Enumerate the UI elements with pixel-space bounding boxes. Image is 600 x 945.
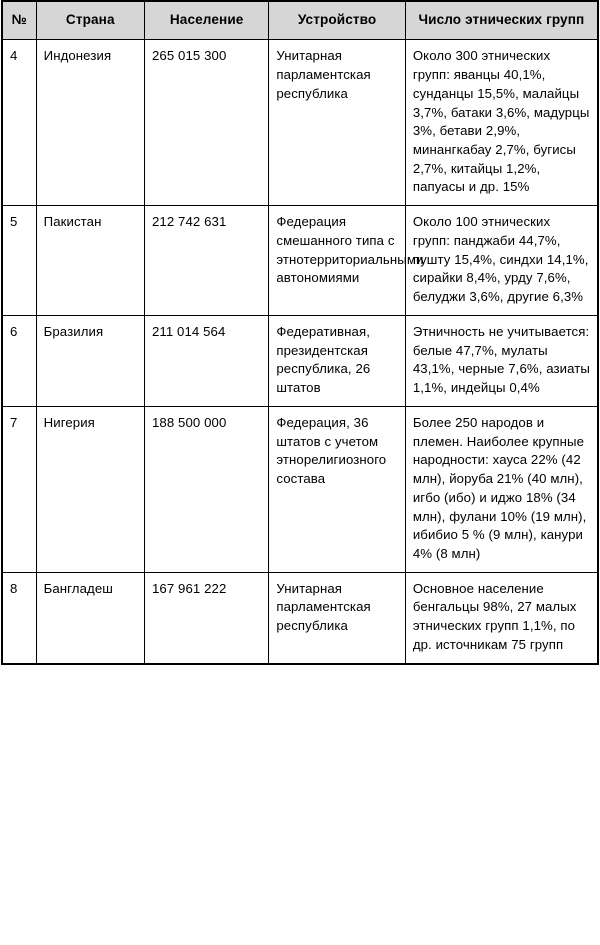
cell-ethnic-groups: Около 300 этнических групп: яванцы 40,1%, сунданцы 15,5%, малайцы 3,7%, батаки 3,6%, мадурцы 3%, бетави 2,9%, минангкабау 2,7%, бугисы 2,7%, китайцы 1,2%, папуасы и др. 15% bbox=[405, 40, 598, 206]
cell-number: 5 bbox=[2, 206, 36, 316]
column-header-country: Страна bbox=[36, 1, 144, 40]
column-header-number: № bbox=[2, 1, 36, 40]
cell-population: 167 961 222 bbox=[144, 572, 268, 663]
column-header-device: Устройство bbox=[269, 1, 405, 40]
table-row bbox=[2, 572, 598, 663]
cell-device: Унитарная парламентская республика bbox=[269, 40, 405, 206]
cell-number: 8 bbox=[2, 572, 36, 663]
table-row bbox=[2, 406, 598, 572]
cell-number: 4 bbox=[2, 40, 36, 206]
table-row bbox=[2, 40, 598, 206]
cell-population: 265 015 300 bbox=[144, 40, 268, 206]
table-row bbox=[2, 315, 598, 406]
cell-country: Пакистан bbox=[36, 206, 144, 316]
table-header-row bbox=[2, 1, 598, 40]
cell-country: Индонезия bbox=[36, 40, 144, 206]
cell-ethnic-groups: Этничность не учитывается: белые 47,7%, мулаты 43,1%, черные 7,6%, азиаты 1,1%, индейцы 0,4% bbox=[405, 315, 598, 406]
table-header bbox=[2, 1, 598, 40]
population-ethnic-groups-table bbox=[1, 0, 599, 665]
column-header-population: Население bbox=[144, 1, 268, 40]
cell-device: Федеративная, президентская республика, 26 штатов bbox=[269, 315, 405, 406]
cell-device: Федерация смешанного типа с этнотерриториальными автономиями bbox=[269, 206, 405, 316]
cell-device: Унитарная парламентская республика bbox=[269, 572, 405, 663]
cell-device: Федерация, 36 штатов с учетом этнорелигиозного состава bbox=[269, 406, 405, 572]
cell-country: Бразилия bbox=[36, 315, 144, 406]
table-body bbox=[2, 40, 598, 664]
cell-ethnic-groups: Основное население бенгальцы 98%, 27 малых этнических групп 1,1%, по др. источникам 75 групп bbox=[405, 572, 598, 663]
cell-country: Нигерия bbox=[36, 406, 144, 572]
table-row bbox=[2, 206, 598, 316]
cell-population: 188 500 000 bbox=[144, 406, 268, 572]
cell-ethnic-groups: Около 100 этнических групп: панджаби 44,7%, пушту 15,4%, синдхи 14,1%, сирайки 8,4%, урду 7,6%, белуджи 3,6%, другие 6,3% bbox=[405, 206, 598, 316]
cell-country: Бангладеш bbox=[36, 572, 144, 663]
cell-number: 7 bbox=[2, 406, 36, 572]
cell-population: 211 014 564 bbox=[144, 315, 268, 406]
cell-population: 212 742 631 bbox=[144, 206, 268, 316]
column-header-ethnic-groups: Число этнических групп bbox=[405, 1, 598, 40]
cell-ethnic-groups: Более 250 народов и племен. Наиболее крупные народности: хауса 22% (42 млн), йоруба 21% (40 млн), игбо (ибо) и иджо 18% (34 млн), фулани 10% (19 млн), ибибио 5 % (9 млн), канури 4% (8 млн) bbox=[405, 406, 598, 572]
cell-number: 6 bbox=[2, 315, 36, 406]
